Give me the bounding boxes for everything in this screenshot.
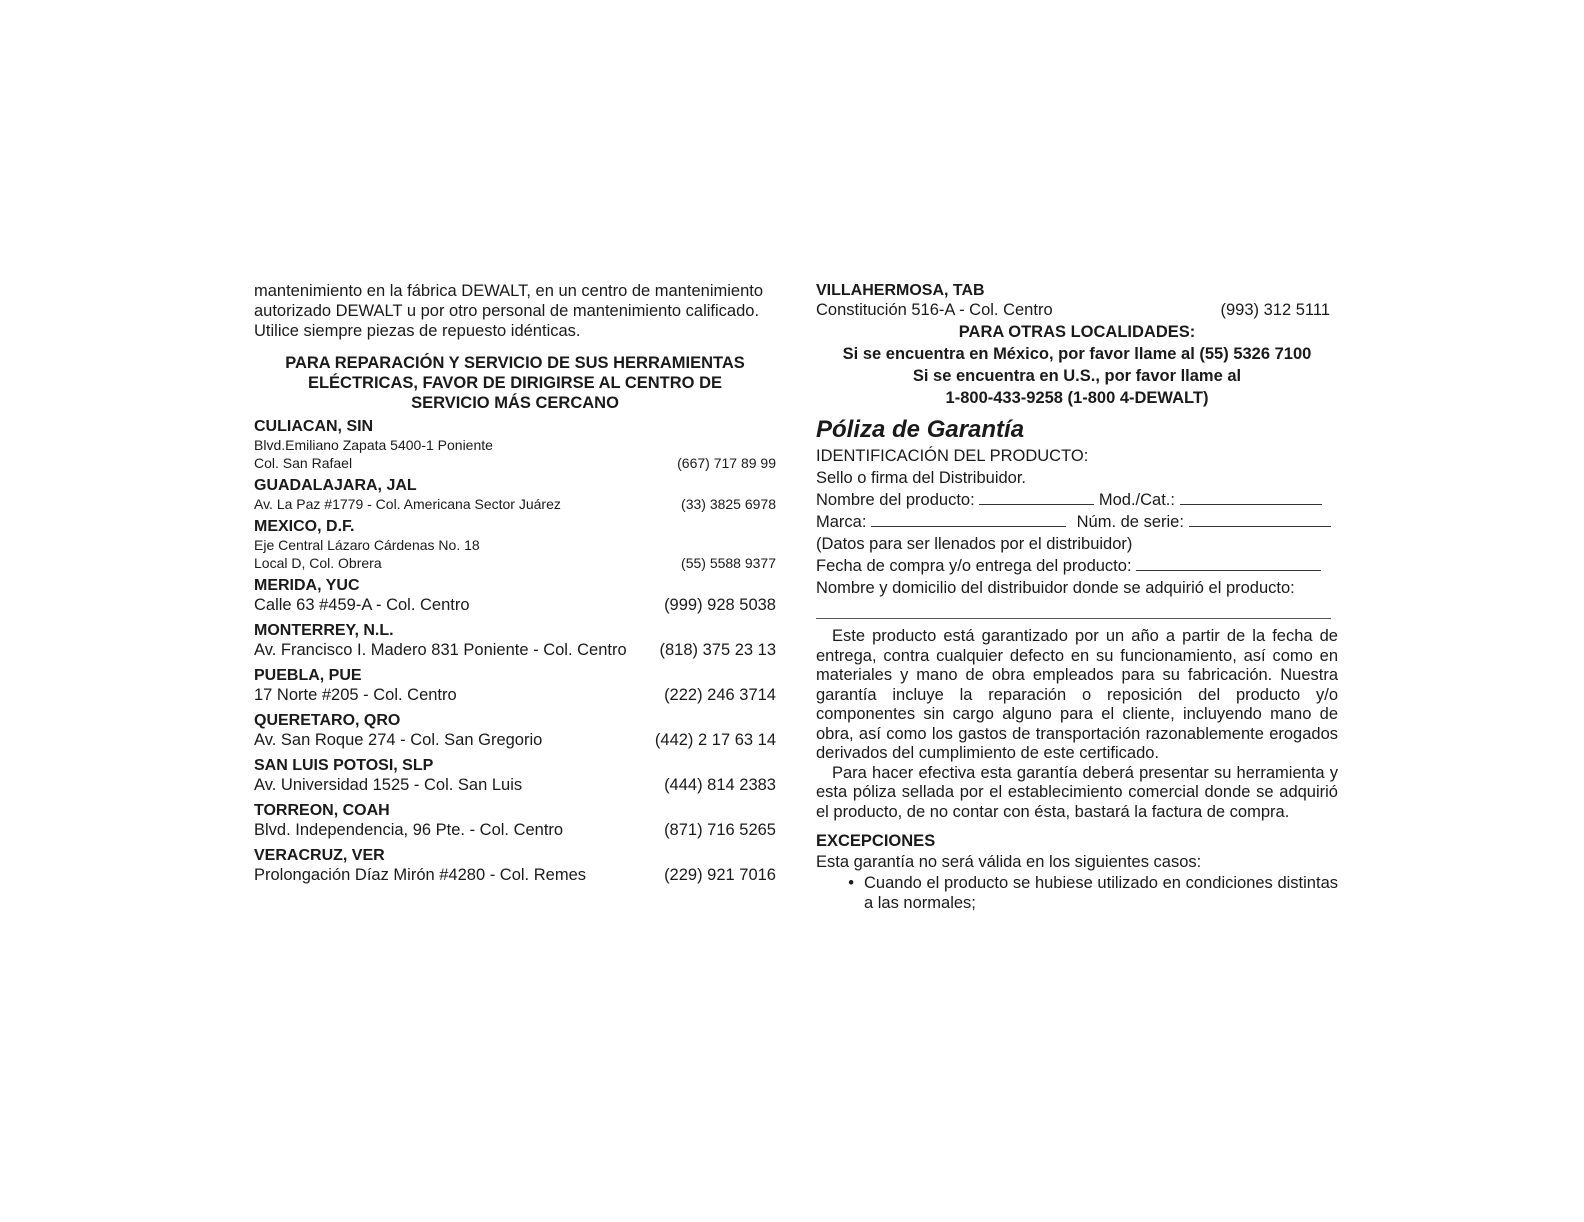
other-locations <box>816 321 1338 409</box>
other-locations-mexico: Si se encuentra en México, por favor llame al (55) 5326 7100 <box>842 345 1312 363</box>
center-address: Av. Francisco I. Madero 831 Poniente - Col. Centro <box>254 641 627 659</box>
service-center-queretaro <box>254 711 776 750</box>
center-address: Blvd. Independencia, 96 Pte. - Col. Centro <box>254 821 564 839</box>
distributor-label: Nombre y domicilio del distribuidor donde se adquirió el producto: <box>816 579 1295 597</box>
right-column <box>816 281 1338 913</box>
center-city: MEXICO, D.F. <box>254 518 355 535</box>
center-phone: (33) 3825 6978 <box>681 496 776 512</box>
center-address: Eje Central Lázaro Cárdenas No. 18 <box>254 537 480 553</box>
bullet-icon: • <box>848 874 854 892</box>
center-phone: (55) 5588 9377 <box>681 555 776 571</box>
service-center-veracruz <box>254 846 776 885</box>
service-center-torreon <box>254 801 776 840</box>
center-phone: (871) 716 5265 <box>664 821 776 839</box>
center-phone: (229) 921 7016 <box>664 866 776 884</box>
left-column <box>254 281 776 885</box>
service-center-mexico <box>254 517 776 572</box>
center-phone: (222) 246 3714 <box>664 686 776 704</box>
warranty-paragraph: Para hacer efectiva esta garantía deberá presentar su herramienta y esta póliza sellada por el establecimiento comercial donde se adquirió el producto, de no contar con ésta, bastará la factura de compra. <box>816 763 1338 821</box>
form-note: (Datos para ser llenados por el distribuidor) <box>816 535 1133 553</box>
exceptions-title: EXCEPCIONES <box>816 832 936 850</box>
serial-field[interactable] <box>1189 512 1331 527</box>
purchase-date-label: Fecha de compra y/o entrega del producto: <box>816 557 1132 575</box>
center-address: Col. San Rafael <box>254 455 353 471</box>
center-address: Av. San Roque 274 - Col. San Gregorio <box>254 731 543 749</box>
center-address: Local D, Col. Obrera <box>254 555 382 571</box>
service-center-guadalajara <box>254 476 776 513</box>
intro-text: mantenimiento en la fábrica DEWALT, en un centro de mantenimiento autorizado DEWALT u por otro personal de mantenimiento calificado. Utilice siempre piezas de repuesto idénticas. <box>254 282 764 340</box>
warranty-paragraph: Este producto está garantizado por un año a partir de la fecha de entrega, contra cualquier defecto en su funcionamiento, así como en materiales y mano de obra empleados para su fabricación. Nuestra garantía incluye la reparación o reposición del producto y/o componentes sin cargo alguno para el cliente, incluyendo mano de obra, así como los gastos de transportación razonablemente erogados derivados del cumplimiento de este certificado. <box>816 627 1338 762</box>
center-city: CULIACAN, SIN <box>254 418 374 435</box>
center-address: Av. La Paz #1779 - Col. Americana Sector Juárez <box>254 496 561 512</box>
center-address: Av. Universidad 1525 - Col. San Luis <box>254 776 523 794</box>
other-locations-title: PARA OTRAS LOCALIDADES: <box>958 323 1196 341</box>
center-city: QUERETARO, QRO <box>254 712 401 729</box>
product-name-label: Nombre del producto: <box>816 491 975 509</box>
center-city: TORREON, COAH <box>254 802 390 819</box>
center-address: Constitución 516-A - Col. Centro <box>816 301 1053 319</box>
service-center-villahermosa <box>816 281 1338 320</box>
exception-item: • Cuando el producto se hubiese utilizado en condiciones distintas a las normales; <box>816 873 1338 913</box>
center-address: 17 Norte #205 - Col. Centro <box>254 686 457 704</box>
brand-field[interactable] <box>871 512 1066 527</box>
service-center-monterrey <box>254 621 776 660</box>
serial-label: Núm. de serie: <box>1076 513 1184 531</box>
center-city: SAN LUIS POTOSI, SLP <box>254 757 434 774</box>
center-phone: (993) 312 5111 <box>1220 301 1330 319</box>
center-city: MONTERREY, N.L. <box>254 622 394 639</box>
warranty-title: Póliza de Garantía <box>816 416 1025 443</box>
center-phone: (999) 928 5038 <box>664 596 776 614</box>
brand-label: Marca: <box>816 513 867 531</box>
other-locations-us-phone: 1-800-433-9258 (1-800 4-DEWALT) <box>945 389 1209 407</box>
service-heading: PARA REPARACIÓN Y SERVICIO DE SUS HERRAMIENTAS ELÉCTRICAS, FAVOR DE DIRIGIRSE AL CENTRO DE SERVICIO MÁS CERCANO <box>285 354 745 412</box>
product-name-field[interactable] <box>979 490 1094 505</box>
exceptions-intro: Esta garantía no será válida en los siguientes casos: <box>816 853 1202 871</box>
purchase-date-field[interactable] <box>1136 556 1321 571</box>
seal-label: Sello o firma del Distribuidor. <box>816 469 1027 487</box>
model-label: Mod./Cat.: <box>1098 491 1175 509</box>
service-center-merida <box>254 576 776 615</box>
other-locations-us: Si se encuentra en U.S., por favor llame al <box>912 367 1242 385</box>
center-address: Prolongación Díaz Mirón #4280 - Col. Remes <box>254 866 586 884</box>
center-phone: (444) 814 2383 <box>664 776 776 794</box>
center-phone: (667) 717 89 99 <box>677 455 776 471</box>
center-city: MERIDA, YUC <box>254 577 360 594</box>
product-id-label: IDENTIFICACIÓN DEL PRODUCTO: <box>816 447 1089 465</box>
center-city: GUADALAJARA, JAL <box>254 477 417 494</box>
model-field[interactable] <box>1180 490 1322 505</box>
service-center-san-luis-potosi <box>254 756 776 795</box>
center-city: VERACRUZ, VER <box>254 847 385 864</box>
center-phone: (442) 2 17 63 14 <box>654 731 776 749</box>
service-center-culiacan <box>254 417 776 472</box>
center-address: Blvd.Emiliano Zapata 5400-1 Poniente <box>254 437 493 453</box>
service-center-puebla <box>254 666 776 705</box>
center-city: PUEBLA, PUE <box>254 667 362 684</box>
center-address: Calle 63 #459-A - Col. Centro <box>254 596 470 614</box>
center-city: VILLAHERMOSA, TAB <box>816 282 985 299</box>
center-phone: (818) 375 23 13 <box>659 641 776 659</box>
warranty-form <box>816 445 1338 619</box>
distributor-field[interactable] <box>816 617 1331 619</box>
